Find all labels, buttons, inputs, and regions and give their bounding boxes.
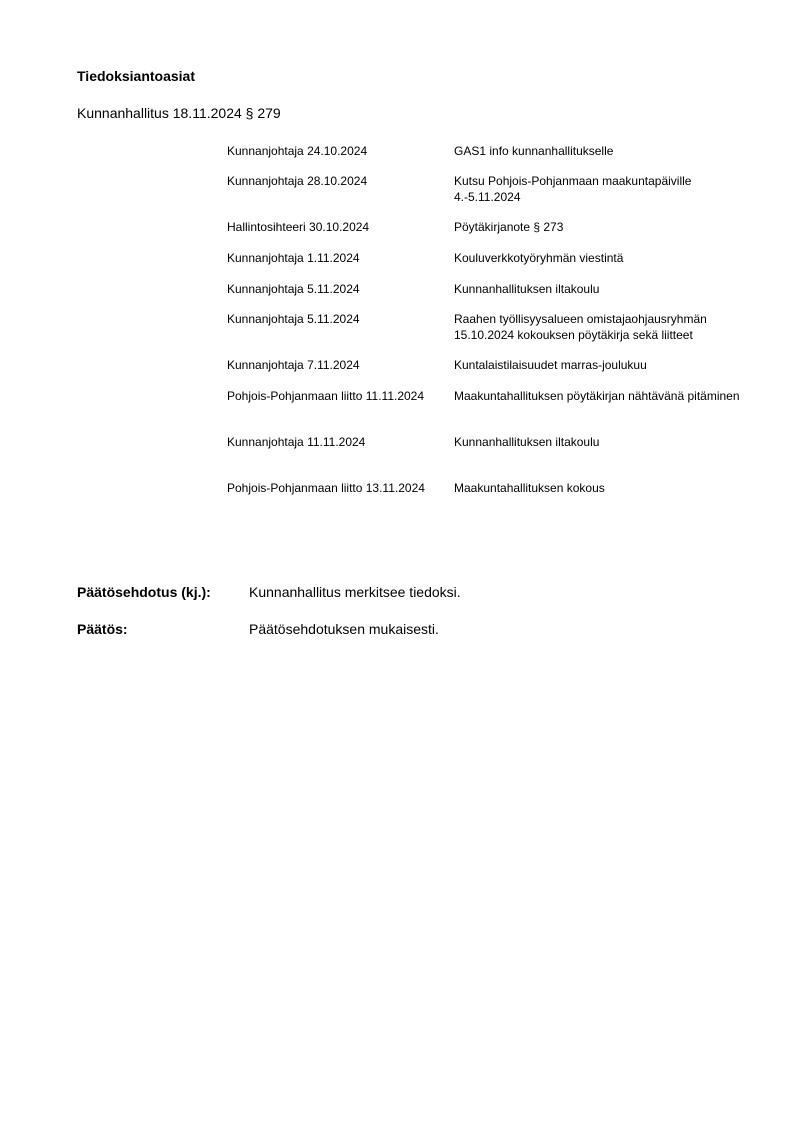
entry-subject: Kutsu Pohjois-Pohjanmaan maakuntapäiville 4.-5.11.2024 — [454, 174, 692, 204]
entry-sender: Kunnanjohtaja 5.11.2024 — [227, 312, 360, 326]
proposal-label: Päätösehdotus (kj.): — [77, 584, 211, 600]
entry-subject: Kuntalaistilaisuudet marras-joulukuu — [454, 358, 647, 372]
entry-sender: Pohjois-Pohjanmaan liitto 11.11.2024 — [227, 389, 425, 403]
meeting-reference: Kunnanhallitus 18.11.2024 § 279 — [77, 105, 281, 121]
decision-label: Päätös: — [77, 621, 128, 637]
entry-subject: Maakuntahallituksen kokous — [454, 481, 605, 495]
entry-sender: Kunnanjohtaja 1.11.2024 — [227, 251, 360, 265]
entry-subject: Kunnanhallituksen iltakoulu — [454, 435, 600, 449]
entry-sender: Hallintosihteeri 30.10.2024 — [227, 220, 370, 234]
entry-subject: Kunnanhallituksen iltakoulu — [454, 282, 600, 296]
entry-subject: GAS1 info kunnanhallitukselle — [454, 144, 614, 158]
entry-subject: Kouluverkkotyöryhmän viestintä — [454, 251, 624, 265]
document-title: Tiedoksiantoasiat — [77, 68, 196, 84]
entry-subject: Pöytäkirjanote § 273 — [454, 220, 564, 234]
decision-text: Päätösehdotuksen mukaisesti. — [249, 621, 439, 637]
entry-sender: Pohjois-Pohjanmaan liitto 13.11.2024 — [227, 481, 425, 495]
proposal-text: Kunnanhallitus merkitsee tiedoksi. — [249, 584, 461, 600]
entry-subject: Maakuntahallituksen pöytäkirjan nähtävänä pitäminen — [454, 389, 740, 403]
entry-sender: Kunnanjohtaja 5.11.2024 — [227, 282, 360, 296]
entry-sender: Kunnanjohtaja 28.10.2024 — [227, 174, 368, 188]
entry-sender: Kunnanjohtaja 7.11.2024 — [227, 358, 360, 372]
entry-sender: Kunnanjohtaja 24.10.2024 — [227, 144, 368, 158]
entry-subject: Raahen työllisyysalueen omistajaohjausryhmän 15.10.2024 kokouksen pöytäkirja sekä liitteet — [454, 312, 707, 342]
entry-sender: Kunnanjohtaja 11.11.2024 — [227, 435, 366, 449]
